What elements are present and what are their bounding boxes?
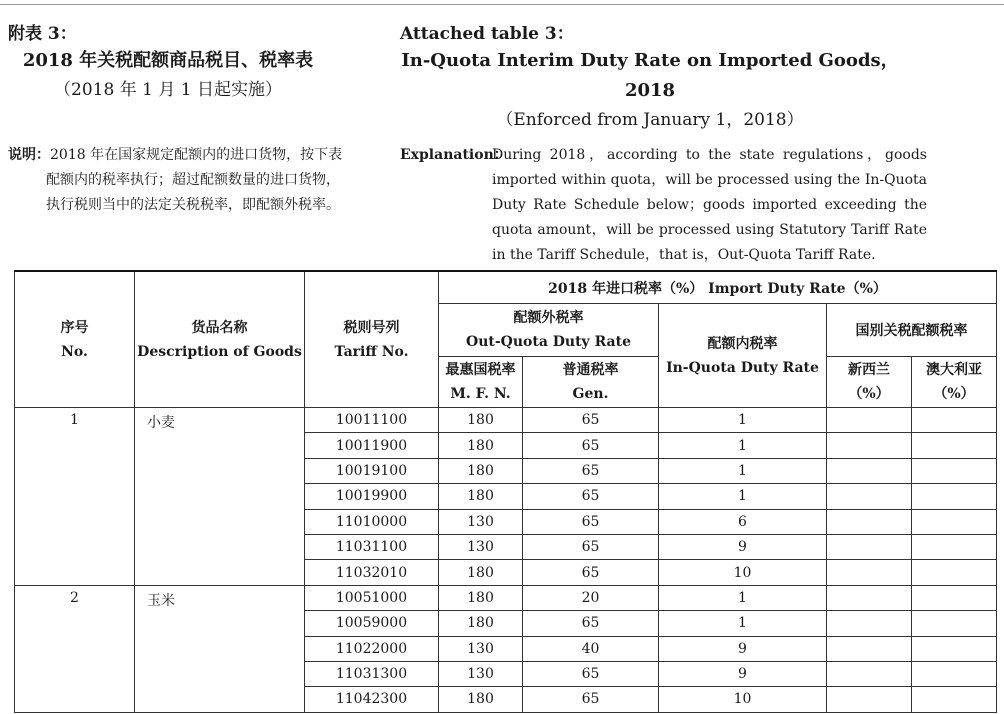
cell-gen-rate: 65 — [523, 433, 659, 458]
cell-australia-rate — [912, 636, 997, 661]
tariff-table — [14, 270, 997, 713]
cell-australia-rate — [912, 687, 997, 712]
cell-in-quota-rate: 1 — [659, 484, 827, 509]
cell-new-zealand-rate — [827, 534, 912, 559]
header-out-quota-cn: 配额外税率 — [513, 310, 584, 326]
cell-australia-rate — [912, 509, 997, 534]
cell-goods-name: 玉米 — [135, 585, 305, 712]
cell-seq: 2 — [15, 585, 135, 712]
cn-note-line-2: 配额内的税率执行；超过配额数量的进口货物， — [46, 172, 340, 188]
cell-australia-rate — [912, 534, 997, 559]
cell-in-quota-rate: 9 — [659, 636, 827, 661]
cell-mfn-rate: 180 — [439, 458, 523, 483]
cell-mfn-rate: 180 — [439, 611, 523, 636]
cell-tariff-no: 10051000 — [305, 585, 439, 610]
en-explanation — [400, 143, 928, 263]
header-goods-cn: 货品名称 — [191, 319, 248, 336]
cell-in-quota-rate: 1 — [659, 433, 827, 458]
cell-mfn-rate: 130 — [439, 509, 523, 534]
en-appendix-label: Attached table 3： — [400, 24, 574, 44]
cell-tariff-no: 10011900 — [305, 433, 439, 458]
cell-new-zealand-rate — [827, 560, 912, 585]
header-tariff-en: Tariff No. — [334, 343, 409, 360]
header-nz-cn: 新西兰 — [848, 362, 890, 378]
chinese-heading — [8, 22, 393, 104]
cn-explanation — [8, 143, 388, 218]
cell-gen-rate: 65 — [523, 687, 659, 712]
cell-gen-rate: 65 — [523, 611, 659, 636]
cell-tariff-no: 11031100 — [305, 534, 439, 559]
cell-australia-rate — [912, 560, 997, 585]
cell-gen-rate: 65 — [523, 661, 659, 686]
cell-gen-rate: 65 — [523, 534, 659, 559]
cell-gen-rate: 40 — [523, 636, 659, 661]
cell-gen-rate: 65 — [523, 560, 659, 585]
cell-mfn-rate: 180 — [439, 433, 523, 458]
cell-new-zealand-rate — [827, 687, 912, 712]
header-seq-cn: 序号 — [60, 319, 89, 336]
cell-new-zealand-rate — [827, 484, 912, 509]
header-mfn-cn: 最惠国税率 — [445, 362, 516, 378]
cell-in-quota-rate: 9 — [659, 661, 827, 686]
cell-tariff-no: 11031300 — [305, 661, 439, 686]
cell-gen-rate: 65 — [523, 408, 659, 433]
cell-tariff-no: 10011100 — [305, 408, 439, 433]
cell-australia-rate — [912, 611, 997, 636]
header-in-quota-cn: 配额内税率 — [707, 335, 778, 352]
cell-new-zealand-rate — [827, 458, 912, 483]
header-au-pct: （%） — [933, 386, 975, 402]
cell-australia-rate — [912, 585, 997, 610]
cell-tariff-no: 11010000 — [305, 509, 439, 534]
header-tariff-cn: 税则号列 — [343, 319, 400, 336]
en-subtitle: （Enforced from January 1，2018） — [496, 110, 804, 130]
cn-title: 2018 年关税配额商品税目、税率表 — [22, 50, 314, 71]
cell-tariff-no: 10019100 — [305, 458, 439, 483]
header-gen-cn: 普通税率 — [562, 362, 619, 378]
cell-tariff-no: 11042300 — [305, 687, 439, 712]
table-row — [15, 408, 997, 433]
cell-new-zealand-rate — [827, 661, 912, 686]
cell-australia-rate — [912, 484, 997, 509]
cell-in-quota-rate: 1 — [659, 585, 827, 610]
cn-note-line-1: 2018 年在国家规定配额内的进口货物，按下表 — [50, 147, 343, 163]
cell-gen-rate: 65 — [523, 509, 659, 534]
cell-seq: 1 — [15, 408, 135, 586]
cell-australia-rate — [912, 661, 997, 686]
cell-mfn-rate: 180 — [439, 484, 523, 509]
header-country-quota: 国别关税配额税率 — [827, 304, 997, 357]
cell-new-zealand-rate — [827, 585, 912, 610]
header-australia — [912, 357, 997, 408]
cell-mfn-rate: 180 — [439, 687, 523, 712]
cell-new-zealand-rate — [827, 433, 912, 458]
header-seq — [15, 271, 135, 408]
cell-australia-rate — [912, 433, 997, 458]
header-out-quota — [439, 304, 659, 357]
header-gen — [523, 357, 659, 408]
english-heading — [400, 22, 1000, 134]
cell-tariff-no: 10059000 — [305, 611, 439, 636]
cell-in-quota-rate: 1 — [659, 611, 827, 636]
header-seq-en: No. — [61, 343, 88, 360]
header-import-duty-group: 2018 年进口税率（%） Import Duty Rate（%） — [439, 271, 997, 304]
header-out-quota-en: Out-Quota Duty Rate — [466, 334, 631, 350]
cell-mfn-rate: 180 — [439, 408, 523, 433]
cell-mfn-rate: 180 — [439, 560, 523, 585]
cell-mfn-rate: 180 — [439, 585, 523, 610]
header-goods — [135, 271, 305, 408]
header-au-cn: 澳大利亚 — [926, 362, 983, 378]
top-rule — [0, 4, 1004, 5]
cell-in-quota-rate: 10 — [659, 687, 827, 712]
cell-tariff-no: 11032010 — [305, 560, 439, 585]
cell-new-zealand-rate — [827, 509, 912, 534]
cn-note-line-3: 执行税则当中的法定关税税率，即配额外税率。 — [46, 197, 340, 213]
cell-in-quota-rate: 1 — [659, 458, 827, 483]
cn-note-label: 说明： — [8, 147, 50, 163]
cell-australia-rate — [912, 408, 997, 433]
header-goods-en: Description of Goods — [137, 343, 302, 360]
table-body — [15, 408, 997, 713]
header-tariff — [305, 271, 439, 408]
header-gen-en: Gen. — [572, 386, 609, 402]
cell-in-quota-rate: 1 — [659, 408, 827, 433]
cn-subtitle: （2018 年 1 月 1 日起实施） — [54, 80, 282, 100]
cell-tariff-no: 10019900 — [305, 484, 439, 509]
en-title: In-Quota Interim Duty Rate on Imported Goods，2018 — [401, 50, 899, 101]
cell-gen-rate: 65 — [523, 458, 659, 483]
header-mfn-en: M. F. N. — [450, 386, 511, 402]
header-new-zealand — [827, 357, 912, 408]
cell-new-zealand-rate — [827, 636, 912, 661]
cell-in-quota-rate: 6 — [659, 509, 827, 534]
table-row — [15, 585, 997, 610]
cn-appendix-label: 附表 3： — [8, 24, 77, 44]
header-in-quota-en: In-Quota Duty Rate — [666, 359, 819, 376]
cell-goods-name: 小麦 — [135, 408, 305, 586]
cell-mfn-rate: 130 — [439, 661, 523, 686]
en-note-label: Explanation： — [400, 147, 508, 163]
cell-mfn-rate: 130 — [439, 534, 523, 559]
cell-tariff-no: 11022000 — [305, 636, 439, 661]
header-in-quota — [659, 304, 827, 408]
cell-in-quota-rate: 9 — [659, 534, 827, 559]
cell-mfn-rate: 130 — [439, 636, 523, 661]
table-header — [15, 271, 997, 408]
cell-gen-rate: 20 — [523, 585, 659, 610]
header-nz-pct: （%） — [848, 386, 890, 402]
cell-in-quota-rate: 10 — [659, 560, 827, 585]
cell-new-zealand-rate — [827, 408, 912, 433]
header-mfn — [439, 357, 523, 408]
cell-new-zealand-rate — [827, 611, 912, 636]
en-note-body: During 2018，according to the state regulations，goods imported within quota，will be processed using the In-Quota Duty Rate Schedule below；goods imported exceeding the quota amount，will be processed using Statutory Tariff Rate in the Tariff Schedule，that is，Out-Quota Tariff Rate. — [492, 147, 927, 263]
cell-australia-rate — [912, 458, 997, 483]
cell-gen-rate: 65 — [523, 484, 659, 509]
